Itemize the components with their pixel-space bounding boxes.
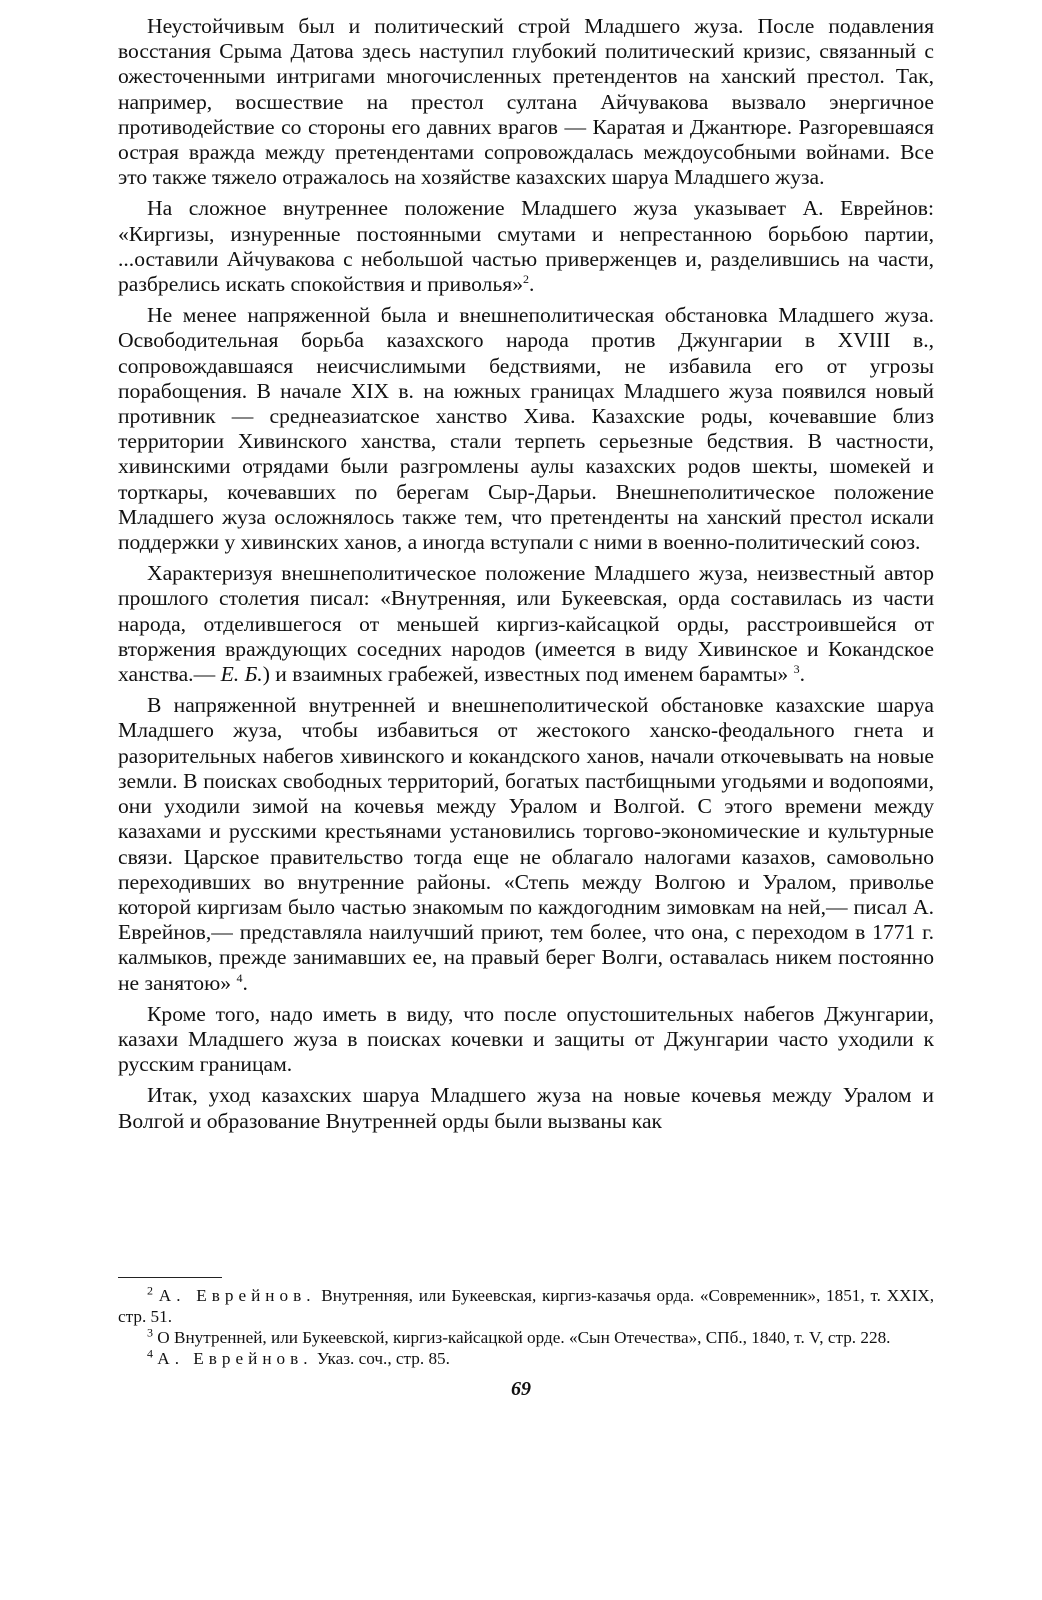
footnote-4-text: Указ. соч., стр. 85. (312, 1349, 450, 1368)
footnote-ref-2[interactable]: 2 (523, 271, 530, 286)
main-text (118, 14, 934, 1134)
footnote-4-number: 4 (147, 1346, 153, 1361)
footnote-2-number: 2 (147, 1283, 153, 1298)
footnote-3 (118, 1327, 934, 1348)
footnote-2-author: А. Еврейнов. (158, 1286, 316, 1305)
paragraph-6-text: Кроме того, надо иметь в виду, что после опустошительных набегов Джунгарии, казахи Младшего жуза в поисках кочевки и защиты от Джунгарии часто уходили к русским границам. (118, 1001, 934, 1077)
footnotes (118, 1285, 934, 1369)
footnote-ref-4[interactable]: 4 (236, 970, 243, 985)
editor-initials: Е. Б. (220, 662, 263, 687)
footnote-divider (118, 1277, 222, 1278)
footnote-2 (118, 1285, 934, 1327)
paragraph-4-end: . (799, 662, 805, 687)
paragraph-2-end: . (529, 272, 535, 297)
paragraph-2 (118, 196, 934, 297)
footnote-4 (118, 1348, 934, 1369)
footnote-4-author: А. Еврейнов. (157, 1349, 313, 1368)
footnote-3-text: О Внутренней, или Букеевской, киргиз-кайсацкой орде. «Сын Отечества», СПб., 1840, т. V, стр. 228. (157, 1328, 891, 1347)
page-number: 69 (511, 1378, 531, 1400)
footnote-ref-3[interactable]: 3 (793, 661, 800, 676)
paragraph-2-text: На сложное внутреннее положение Младшего жуза указывает А. Еврейнов: «Киргизы, изнуренные постоянными смутами и непрестанною борьбою партии, ...оставили Айчувакова с небольшой частью приверженцев и, разделившись на части, разбрелись искать спокойствия и приволья» (118, 196, 934, 297)
paragraph-1-text: Неустойчивым был и политический строй Младшего жуза. После подавления восстания Срыма Датова здесь наступил глубокий политический кризис, связанный с ожесточенными интригами многочисленных претендентов на ханский престол. Так, например, восшествие на престол султана Айчувакова вызвало энергичное противодействие со стороны его давних врагов — Каратая и Джантюре. Разгоревшаяся острая вражда между претендентами сопровождалась междоусобными войнами. Все это также тяжело отражалось на хозяйстве казахских шаруа Младшего жуза. (118, 14, 934, 190)
footnote-3-number: 3 (147, 1325, 153, 1340)
paragraph-4 (118, 561, 934, 687)
paragraph-6 (118, 1002, 934, 1078)
paragraph-4-text-cont: ) и взаимных грабежей, известных под именем барамты» (262, 662, 789, 687)
footnote-2-text: Внутренняя, или Букеевская, киргиз-казачья орда. «Современник», 1851, т. XXIX, стр. 51. (118, 1286, 935, 1326)
paragraph-7 (118, 1083, 934, 1133)
paragraph-7-text: Итак, уход казахских шаруа Младшего жуза на новые кочевья между Уралом и Волгой и образование Внутренней орды были вызваны как (118, 1083, 934, 1133)
paragraph-5 (118, 693, 934, 995)
paragraph-4-text: Характеризуя внешнеполитическое положение Младшего жуза, неизвестный автор прошлого столетия писал: «Внутренняя, или Букеевская, орда составилась из части народа, отделившегося от меньшей киргиз-кайсацкой орды, расстроившейся от вторжения враждующих соседних народов (имеется в виду Хивинское и Кокандское ханства.— (118, 561, 934, 687)
paragraph-3 (118, 303, 934, 555)
paragraph-3-text: Не менее напряженной была и внешнеполитическая обстановка Младшего жуза. Освободительная борьба казахского народа против Джунгарии в XVIII в., сопровождавшаяся неисчислимыми бедствиями, не избавила его от угрозы порабощения. В начале XIX в. на южных границах Младшего жуза появился новый противник — среднеазиатское ханство Хива. Казахские роды, кочевавшие близ территории Хивинского ханства, стали терпеть серьезные бедствия. В частности, хивинскими отрядами были разгромлены аулы казахских родов шекты, шомекей и торткары, кочевавших по берегам Сыр-Дарьи. Внешнеполитическое положение Младшего жуза осложнялось также тем, что претенденты на ханский престол искали поддержки у хивинских ханов, а иногда вступали с ними в военно-политический союз. (118, 303, 934, 555)
paragraph-1 (118, 14, 934, 190)
paragraph-5-text: В напряженной внутренней и внешнеполитической обстановке казахские шаруа Младшего жуза, чтобы избавиться от жестокого ханско-феодального гнета и разорительных набегов хивинского и кокандского ханов, начали откочевывать на новые земли. В поисках свободных территорий, богатых пастбищными угодьями и водопоями, они уходили зимой на кочевья между Уралом и Волгой. С этого времени между казахами и русскими крестьянами установились торгово-экономические и культурные связи. Царское правительство тогда еще не облагало налогами казахов, самовольно переходивших во внутренние районы. «Степь между Волгою и Уралом, приволье которой киргизам было частью знакомым по каждогодним зимовкам на ней,— писал А. Еврейнов,— представляла наилучший приют, тем более, что она, с переходом в 1771 г. калмыков, прежде занимавших ее, на правый берег Волги, оставалась никем постоянно не занятою» (118, 693, 934, 995)
paragraph-5-end: . (242, 970, 248, 995)
